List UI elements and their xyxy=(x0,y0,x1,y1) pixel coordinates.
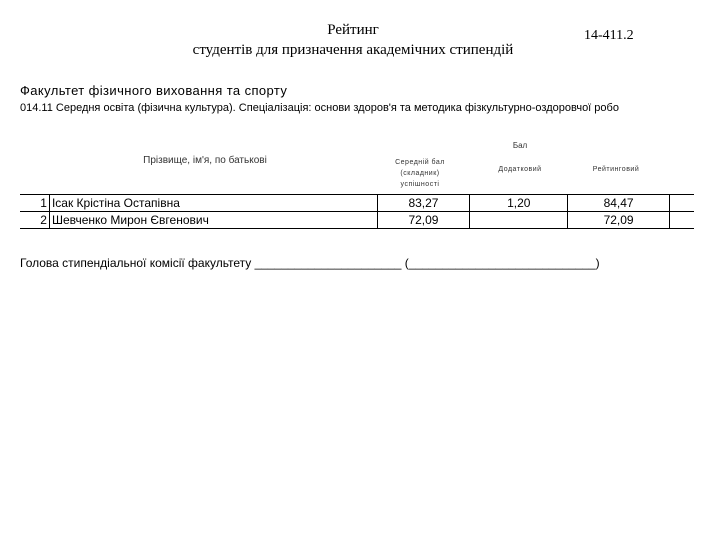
header-average-line-2: (складник) xyxy=(400,170,440,177)
row-number: 2 xyxy=(20,212,49,229)
header-average-score xyxy=(380,157,460,190)
average-score: 83,27 xyxy=(377,195,470,212)
row-number: 1 xyxy=(20,195,49,212)
additional-score: 1,20 xyxy=(470,195,568,212)
header-full-name: Прізвище, ім'я, по батькові xyxy=(143,155,267,166)
header-additional-score: Додатковий xyxy=(498,166,542,173)
specialty-name: 014.11 Середня освіта (фізична культура). Спеціалізація: основи здоров'я та методика фізкультурно-оздоровчої робо xyxy=(20,102,619,114)
rating-score: 84,47 xyxy=(568,195,670,212)
header-rating-score: Рейтинговий xyxy=(592,166,640,173)
empty-cell xyxy=(670,212,694,229)
empty-cell xyxy=(670,195,694,212)
average-score: 72,09 xyxy=(377,212,470,229)
document-code: 14-411.2 xyxy=(584,28,634,43)
rating-table xyxy=(20,194,694,229)
student-name: Шевченко Мирон Євгенович xyxy=(49,212,377,229)
header-average-line-3: успішності xyxy=(400,181,440,188)
commission-head-signature-line: Голова стипендіальної комісії факультету ______________________ (____________________________) xyxy=(20,256,600,270)
faculty-name: Факультет фізичного виховання та спорту xyxy=(20,83,288,98)
table-row xyxy=(20,212,694,229)
title-line-2: студентів для призначення академічних стипендій xyxy=(192,42,514,58)
rating-score: 72,09 xyxy=(568,212,670,229)
student-name: Ісак Крістіна Остапівна xyxy=(49,195,377,212)
header-score-group: Бал xyxy=(512,141,528,150)
title-line-1: Рейтинг xyxy=(327,22,379,38)
additional-score xyxy=(470,212,568,229)
header-average-line-1: Середній бал xyxy=(395,159,445,166)
table-row xyxy=(20,195,694,212)
